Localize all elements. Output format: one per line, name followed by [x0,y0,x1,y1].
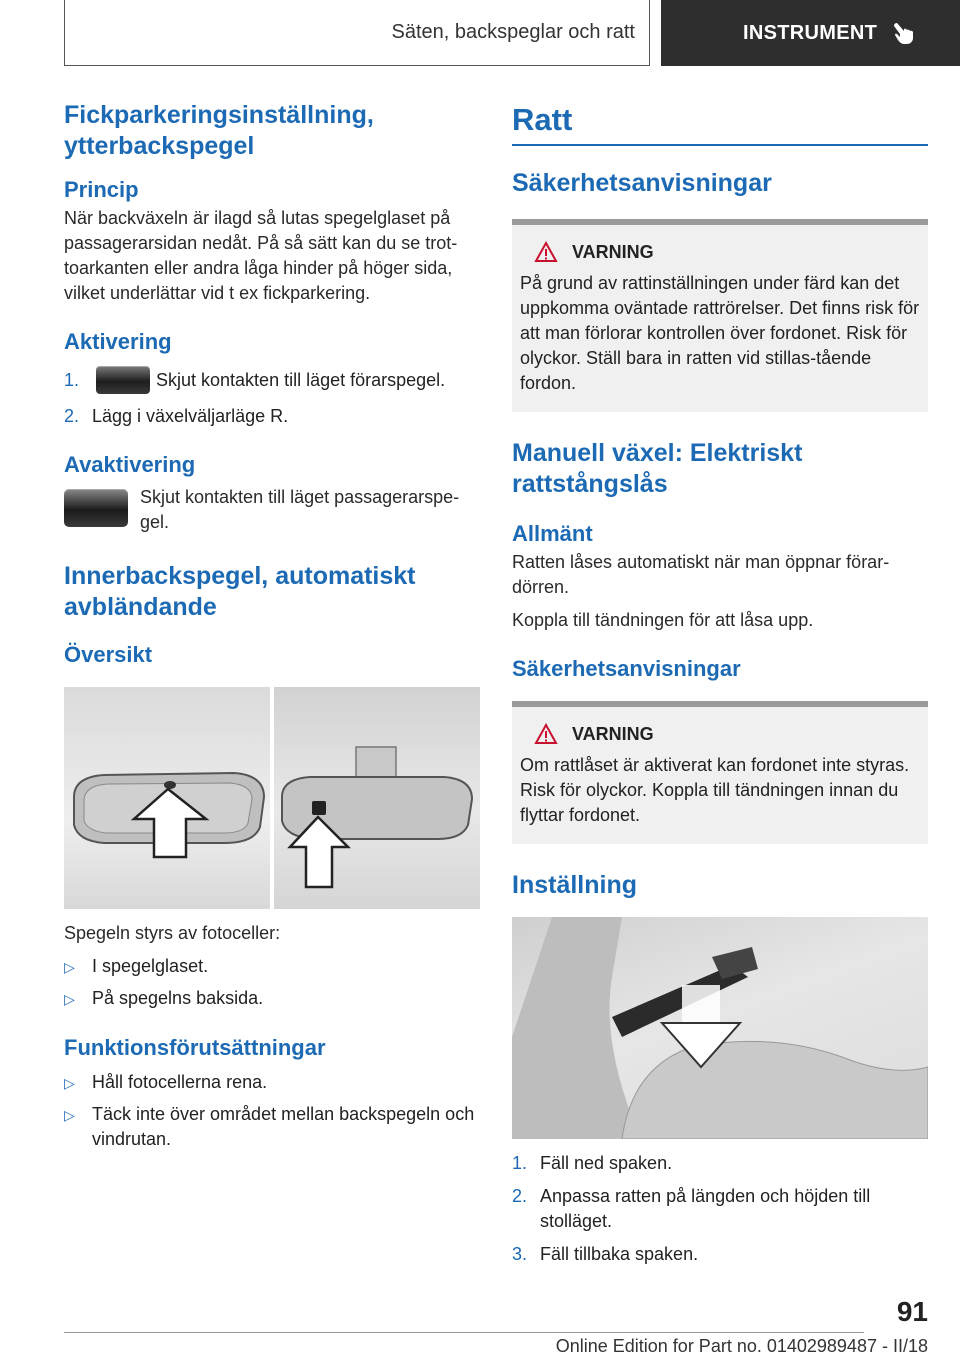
avaktivering-heading: Avaktivering [64,452,196,477]
innerbackspegel-title: Innerbackspegel, automatiskt avbländande [64,562,416,621]
warning-label: VARNING [572,723,654,744]
installning-step-2 [512,1184,928,1234]
manuell-title: Manuell växel: Elektriskt rattstångslås [512,439,803,498]
step-text: Anpassa ratten på längden och höjden till stolläget. [540,1186,871,1231]
mirror-photo-front [64,687,270,909]
step-number: 1. [64,369,80,390]
allmant-heading: Allmänt [512,521,593,546]
bullet-text: I spegelglaset. [92,956,209,976]
aktivering-step-2 [64,404,482,429]
sakerhet-heading: Säkerhetsanvisningar [512,169,772,197]
bullet-triangle-icon: ▷ [64,959,75,975]
avaktivering-text: Skjut kontakten till läget passagerarspe-gel. [140,487,460,532]
hand-pointer-icon [891,20,917,46]
step-text: Skjut kontakten till läget förarspegel. [156,369,446,390]
mirror-switch-passenger-icon [64,489,128,527]
warning-triangle-icon [534,723,558,745]
footer-edition: Online Edition for Part no. 01402989487 - II/18 [555,1336,928,1356]
funktion-bullet-2 [64,1102,482,1152]
step-number: 2. [64,406,80,426]
right-column [512,100,928,1267]
warning-title [520,241,920,263]
warning-box-1 [512,219,928,412]
mirror-photo-back [274,687,480,909]
step-number: 2. [512,1186,528,1206]
page-number: 91 [896,1296,928,1327]
bullet-text: På spegelns baksida. [92,988,264,1008]
section-header [64,0,650,66]
sakerhet-heading-2: Säkerhetsanvisningar [512,656,741,681]
warning-text: Om rattlåset är aktiverat kan fordonet inte styras. Risk för olyckor. Koppla till tändningen innan du flyttar fordonet. [520,755,910,825]
installning-step-1 [512,1151,928,1176]
aktivering-step-1 [64,366,482,394]
step-text: Fäll ned spaken. [540,1153,673,1173]
step-number: 1. [512,1153,528,1173]
avaktivering-row [64,485,482,535]
left-column [64,100,482,1152]
photo-bullet-1 [64,954,482,980]
photo-bullet-2 [64,986,482,1012]
warning-text: På grund av rattinställningen under färd kan det uppkomma oväntade rattrörelser. Det finns risk för att man förlorar kontrollen över fordonet. Risk för olyckor. Ställ bara in ratten vid stillas-tående fordon. [520,273,920,393]
princip-heading: Princip [64,177,139,202]
bullet-text: Håll fotocellerna rena. [92,1072,268,1092]
installning-step-3 [512,1242,928,1267]
warning-triangle-icon [534,241,558,263]
warning-title [520,723,920,745]
fickparkering-title: Fickparkeringsinställning, ytterbackspegel [64,101,374,160]
section-title: Säten, backspeglar och ratt [391,21,635,43]
warning-label: VARNING [572,241,654,262]
allmant-text-1: Ratten låses automatiskt när man öppnar förar-dörren. [512,552,890,597]
step-text: Lägg i växelväljarläge R. [92,406,289,426]
warning-box-2 [512,701,928,844]
chapter-title: INSTRUMENT [743,21,878,44]
mirror-photo [64,687,480,909]
steering-lever-photo [512,917,928,1139]
oversikt-heading: Översikt [64,642,153,667]
chapter-tab[interactable] [661,0,960,66]
footer-divider [64,1332,864,1333]
installning-heading: Inställning [512,871,637,899]
funktion-heading: Funktionsförutsättningar [64,1035,326,1060]
aktivering-heading: Aktivering [64,329,172,354]
bullet-triangle-icon: ▷ [64,1107,75,1123]
bullet-text: Täck inte över området mellan backspegeln och vindrutan. [92,1104,475,1149]
funktion-bullet-1 [64,1070,482,1096]
step-number: 3. [512,1244,528,1264]
allmant-text-2: Koppla till tändningen för att låsa upp. [512,610,814,630]
bullet-triangle-icon: ▷ [64,991,75,1007]
mirror-switch-driver-icon [96,366,150,394]
ratt-title: Ratt [512,100,928,146]
step-text: Fäll tillbaka spaken. [540,1244,699,1264]
photo-caption: Spegeln styrs av fotoceller: [64,923,281,943]
princip-text: När backväxeln är ilagd så lutas spegelglaset på passagerarsidan nedåt. På så sätt kan du se trot-toarkanten eller andra låga hinder på höger sida, vilket underlättar vid t ex fickparkering. [64,208,458,303]
bullet-triangle-icon: ▷ [64,1075,75,1091]
